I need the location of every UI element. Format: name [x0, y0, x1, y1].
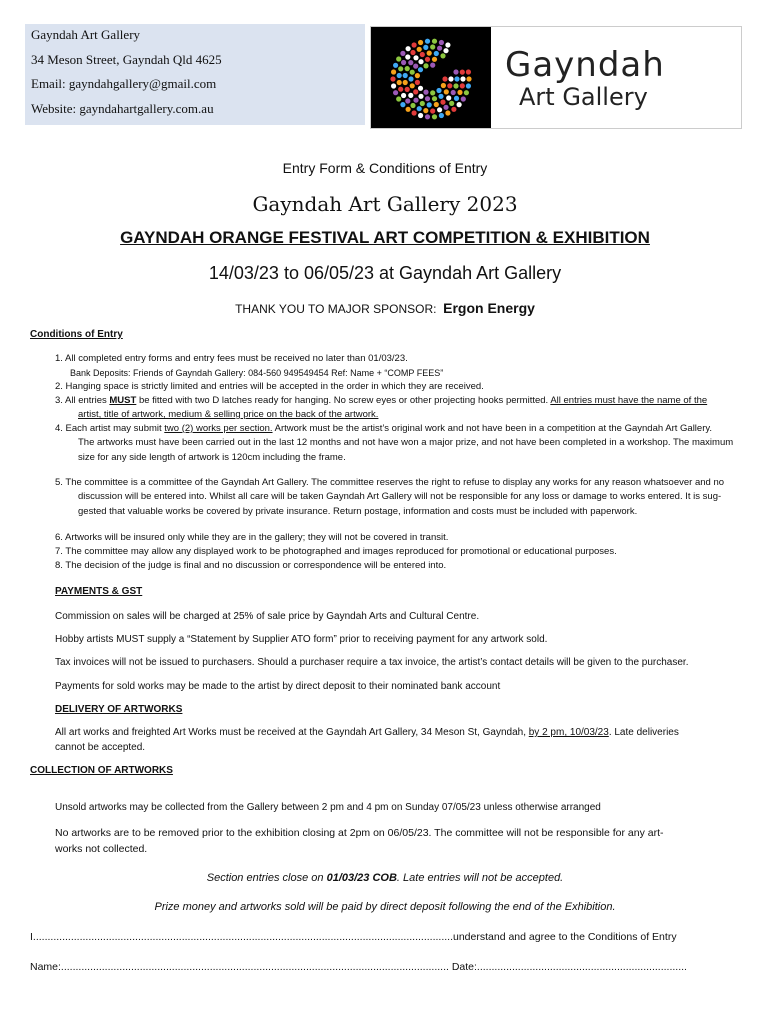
mosaic-dot — [425, 114, 430, 119]
entries-close-note — [0, 872, 770, 884]
mosaic-dot — [454, 96, 459, 101]
org-address: 34 Meson Street, Gayndah Qld 4625 — [31, 52, 222, 67]
mosaic-dot — [430, 108, 435, 113]
mosaic-dot — [417, 106, 422, 111]
gallery-logo — [370, 26, 742, 129]
mosaic-dot — [397, 80, 402, 85]
delivery-text-start: All art works and freighted Art Works must be received at the Gayndah Art Gallery, 34 Meson St, Gayndah, — [55, 727, 529, 738]
org-email: Email: gayndahgallery@gmail.com — [31, 76, 217, 91]
mosaic-dot — [443, 48, 448, 53]
c3-start: 3. All entries — [55, 395, 110, 406]
delivery-text-cont: cannot be accepted. — [55, 742, 146, 753]
mosaic-dot — [460, 76, 465, 81]
payment-tax-invoices: Tax invoices will not be issued to purchasers. Should a purchaser require a tax invoice, the artist’s contact details will be given to the purchaser. — [55, 657, 689, 668]
mosaic-dot — [406, 46, 411, 51]
mosaic-dot — [449, 101, 454, 106]
c4-underline: two (2) works per section. — [164, 423, 273, 434]
mosaic-dot — [408, 76, 413, 81]
mosaic-dot — [432, 114, 437, 119]
mosaic-dot — [413, 55, 418, 60]
c4-start: 4. Each artist may submit — [55, 423, 165, 434]
payment-commission: Commission on sales will be charged at 25% of sale price by Gayndah Arts and Cultural Centre. — [55, 611, 480, 622]
logo-word-art-gallery: Art Gallery — [519, 83, 648, 111]
mosaic-dot — [423, 108, 428, 113]
mosaic-dot — [466, 76, 471, 81]
mosaic-dot — [406, 107, 411, 112]
condition-3 — [55, 394, 707, 408]
mosaic-dot — [405, 98, 410, 103]
mosaic-dot — [401, 93, 406, 98]
mosaic-dot — [420, 101, 425, 106]
mosaic-dot — [391, 69, 396, 74]
mosaic-dot — [442, 76, 447, 81]
mosaic-g-icon — [371, 27, 491, 129]
mosaic-dot — [443, 105, 448, 110]
condition-4-cont-1: The artworks must have been carried out in the last 12 months and not have won a major prize, and not have been completed in a workshop. The maximum — [78, 437, 734, 448]
c4-rest: Artwork must be the artist’s original work and not have been in a competition at the Gayndah Art Gallery. — [272, 423, 713, 434]
mosaic-dot — [415, 73, 420, 78]
gallery-script-name: Gayndah Art Gallery — [252, 192, 461, 216]
delivery-heading: DELIVERY OF ARTWORKS — [55, 704, 183, 715]
logo-word-gayndah: Gayndah — [505, 45, 665, 85]
mosaic-dot — [410, 83, 415, 88]
c3-must: MUST — [109, 395, 137, 406]
mosaic-dot — [460, 70, 465, 75]
mosaic-dot — [425, 96, 430, 101]
mosaic-dot — [418, 67, 423, 72]
mosaic-dot — [405, 54, 410, 59]
mosaic-dot — [445, 42, 450, 47]
condition-4 — [55, 422, 712, 436]
mosaic-dot — [448, 76, 453, 81]
mosaic-dot — [396, 96, 401, 101]
mosaic-dot — [397, 73, 402, 78]
mosaic-dot — [436, 88, 441, 93]
prize-money-note: Prize money and artworks sold will be paid by direct deposit following the end of the Exhibition. — [154, 901, 616, 913]
mosaic-dot — [413, 89, 418, 94]
mosaic-dot — [398, 66, 403, 71]
mosaic-dot — [439, 113, 444, 118]
mosaic-dot — [460, 83, 465, 88]
delivery-text-end: . Late deliveries — [608, 727, 679, 738]
mosaic-dot — [417, 47, 422, 52]
conditions-heading: Conditions of Entry — [30, 329, 123, 340]
mosaic-dot — [453, 69, 458, 74]
name-date-line[interactable]: Name:..................................................................................................................................... Date:........................................................................ — [30, 961, 687, 973]
condition-8: 8. The decision of the judge is final and no discussion or correspondence will be entered into. — [55, 560, 447, 571]
mosaic-dot — [440, 53, 445, 58]
mosaic-dot — [466, 69, 471, 74]
condition-6: 6. Artworks will be insured only while they are in the gallery; they will not be covered in transit. — [55, 532, 449, 543]
sponsor-name: Ergon Energy — [443, 300, 535, 316]
mosaic-dot — [464, 90, 469, 95]
mosaic-dot — [425, 39, 430, 44]
entries-close-end: . Late entries will not be accepted. — [396, 872, 564, 884]
mosaic-dot — [418, 86, 423, 91]
condition-5-cont-2: gested that valuable works be covered by private insurance. Return postage, information and costs must be included with paperwork. — [78, 506, 638, 517]
mosaic-dot — [400, 51, 405, 56]
mosaic-dot — [432, 57, 437, 62]
gallery-title — [0, 192, 770, 216]
agreement-line[interactable]: I................................................................................................................................................understand and agree to the Conditions of Entry — [30, 931, 677, 943]
mosaic-dot — [396, 56, 401, 61]
mosaic-dot — [445, 110, 450, 115]
condition-2: 2. Hanging space is strictly limited and entries will be accepted in the order in which they are received. — [55, 381, 484, 392]
mosaic-dot — [401, 60, 406, 65]
mosaic-dot — [457, 90, 462, 95]
mosaic-dot — [434, 102, 439, 107]
mosaic-dot — [418, 94, 423, 99]
mosaic-dot — [403, 73, 408, 78]
collection-removal: No artworks are to be removed prior to the exhibition closing at 2pm on 06/05/23. The committee will not be responsible for any art- — [55, 827, 664, 839]
mosaic-dot — [446, 95, 451, 100]
mosaic-dot — [432, 39, 437, 44]
mosaic-dot — [398, 87, 403, 92]
mosaic-dot — [391, 83, 396, 88]
mosaic-dot — [413, 98, 418, 103]
payment-hobby-artists: Hobby artists MUST supply a “Statement by Supplier ATO form” prior to receiving payment for any artwork sold. — [55, 634, 548, 645]
mosaic-dot — [437, 107, 442, 112]
mosaic-dot — [453, 83, 458, 88]
entries-close-start: Section entries close on — [206, 872, 327, 884]
mosaic-dot — [439, 40, 444, 45]
mosaic-dot — [441, 83, 446, 88]
mosaic-dot — [423, 63, 428, 68]
mosaic-dot — [427, 102, 432, 107]
org-website: Website: gayndahartgallery.com.au — [31, 101, 214, 116]
c3-mid: be fitted with two D latches ready for hanging. No screw eyes or other projecting hooks permitted. — [136, 395, 551, 406]
condition-5: 5. The committee is a committee of the Gayndah Art Gallery. The committee reserves the right to refuse to display any works for any reason whatsoever and no — [55, 477, 725, 488]
mosaic-dot — [418, 40, 423, 45]
sponsor-label: THANK YOU TO MAJOR SPONSOR: — [235, 302, 437, 316]
mosaic-dot — [400, 102, 405, 107]
mosaic-dot — [438, 94, 443, 99]
condition-7: 7. The committee may allow any displayed work to be photographed and images reproduced for promotional or educational purposes. — [55, 546, 617, 557]
mosaic-dot — [432, 96, 437, 101]
mosaic-dot — [413, 64, 418, 69]
payment-direct-deposit: Payments for sold works may be made to the artist by direct deposit to their nominated bank account — [55, 681, 501, 692]
mosaic-dot — [451, 107, 456, 112]
mosaic-dot — [420, 52, 425, 57]
mosaic-dot — [393, 90, 398, 95]
mosaic-dot — [410, 103, 415, 108]
mosaic-dot — [410, 70, 415, 75]
c3-underline-1: All entries must have the name of the — [550, 395, 708, 406]
mosaic-dot — [451, 90, 456, 95]
mosaic-dot — [437, 46, 442, 51]
mosaic-dot — [393, 63, 398, 68]
mosaic-dot — [403, 80, 408, 85]
mosaic-dot — [440, 100, 445, 105]
form-title: Entry Form & Conditions of Entry — [282, 160, 488, 176]
mosaic-dot — [405, 66, 410, 71]
gallery-year: 2023 — [466, 192, 518, 216]
payments-heading: PAYMENTS & GST — [55, 586, 143, 597]
mosaic-dot — [444, 89, 449, 94]
condition-5-cont-1: discussion will be entered into. Whilst all care will be taken Gayndah Art Gallery will not be responsible for any loss or damage to works entered. It is sug- — [78, 491, 722, 502]
contact-header — [25, 24, 365, 125]
delivery-text — [55, 726, 679, 740]
mosaic-dot — [412, 42, 417, 47]
mosaic-dot — [457, 102, 462, 107]
condition-1: 1. All completed entry forms and entry fees must be received no later than 01/03/23. — [55, 353, 408, 364]
mosaic-dot — [408, 93, 413, 98]
mosaic-dot — [466, 83, 471, 88]
mosaic-dot — [408, 60, 413, 65]
org-name: Gayndah Art Gallery — [31, 27, 141, 42]
mosaic-dot — [415, 80, 420, 85]
mosaic-dot — [434, 51, 439, 56]
event-dates: 14/03/23 to 06/05/23 at Gayndah Art Gallery — [208, 263, 562, 283]
mosaic-dot — [427, 51, 432, 56]
condition-4-cont-2: size for any side length of artwork is 120cm including the frame. — [78, 452, 346, 463]
mosaic-dot — [405, 87, 410, 92]
mosaic-dot — [418, 59, 423, 64]
collection-removal-cont: works not collected. — [55, 843, 148, 855]
mosaic-dot — [447, 83, 452, 88]
sponsor-line — [0, 300, 770, 316]
bank-deposits: Bank Deposits: Friends of Gayndah Gallery: 084-560 949549454 Ref: Name + “COMP FEES” — [70, 368, 444, 378]
mosaic-dot — [425, 57, 430, 62]
mosaic-dot — [461, 96, 466, 101]
event-title: GAYNDAH ORANGE FESTIVAL ART COMPETITION & EXHIBITION — [120, 228, 650, 247]
mosaic-dot — [430, 44, 435, 49]
entries-close-date: 01/03/23 COB — [326, 872, 397, 884]
collection-unsold: Unsold artworks may be collected from the Gallery between 2 pm and 4 pm on Sunday 07/05/23 unless otherwise arranged — [55, 802, 601, 813]
condition-3-cont: artist, title of artwork, medium & selling price on the back of the artwork. — [78, 409, 379, 420]
mosaic-dot — [430, 63, 435, 68]
delivery-deadline: by 2 pm, 10/03/23 — [528, 727, 609, 738]
mosaic-dot — [390, 76, 395, 81]
mosaic-dot — [454, 76, 459, 81]
mosaic-dot — [412, 110, 417, 115]
mosaic-dot — [410, 50, 415, 55]
mosaic-dot — [423, 90, 428, 95]
mosaic-dot — [418, 113, 423, 118]
mosaic-dot — [430, 90, 435, 95]
collection-heading: COLLECTION OF ARTWORKS — [30, 765, 173, 776]
mosaic-dot — [423, 45, 428, 50]
